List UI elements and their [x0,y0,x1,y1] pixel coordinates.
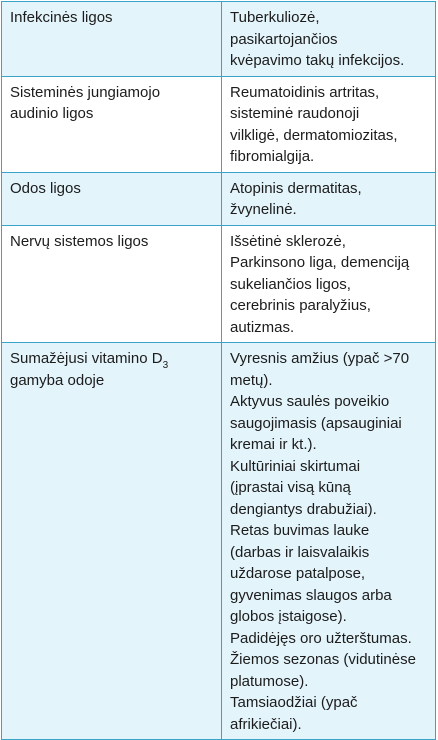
disease-cell [2,76,222,172]
table-row [2,76,436,172]
description-line: kvėpavimo takų infekcijos. [230,52,405,69]
description-cell [222,172,436,225]
description-line: (įprastai visą kūną [230,479,351,496]
description-line: gyvenimas slaugos arba [230,586,392,604]
table-row [2,225,436,343]
description-cell [222,343,436,740]
description-line: žvynelinė. [230,201,297,218]
disease-cell [2,172,222,225]
description-line: fibromialgija. [230,148,315,165]
description-line: autizmas. [230,318,295,336]
description-line: uždarose patalpose, [230,565,366,582]
description-line: saugojimasis (apsauginiai [230,414,402,432]
description-cell [222,2,436,77]
description-line: dengiantys drabužiai). [230,500,377,518]
disease-label: Sisteminės jungiamojo [10,83,161,101]
description-line: Aktyvus saulės poveikio [230,393,390,410]
table-row [2,343,436,740]
disease-label: Nervų sistemos ligos [10,232,149,250]
disease-label-main: Sumažėjusi vitamino D [10,350,163,367]
disease-cell [2,2,222,77]
disease-label [10,348,215,370]
disease-cell [2,343,222,740]
description-line: Tuberkuliozė, [230,9,320,26]
description-line: pasikartojančios [230,30,338,48]
risk-factors-table [1,1,436,740]
description-line: Retas buvimas lauke [230,522,370,539]
description-line: Tamsiaodžiai (ypač [230,694,358,711]
description-line: Išsėtinė sklerozė, [230,232,346,250]
description-line: Vyresnis amžius (ypač >70 [230,350,410,367]
subscript-3: 3 [162,360,169,371]
description-line: sukeliančios ligos, [230,275,351,293]
description-line: metų). [230,371,273,389]
table-row [2,172,436,225]
disease-label: audinio ligos [10,105,94,122]
description-line: sisteminė raudonoji [230,105,360,122]
description-line: Atopinis dermatitas, [230,179,362,197]
description-line: globos įstaigose). [230,608,347,625]
description-line: Kultūriniai skirtumai [230,457,361,475]
description-line: Parkinsono liga, demenciją [230,254,410,271]
description-line: Reumatoidinis artritas, [230,83,380,101]
description-line: afrikiečiai). [230,715,302,733]
description-cell [222,225,436,343]
disease-label: Odos ligos [10,179,81,197]
description-line: cerebrinis paralyžius, [230,297,371,314]
description-line: Žiemos sezonas (vidutinėse [230,651,416,668]
description-cell [222,76,436,172]
description-line: kremai ir kt.). [230,436,317,453]
description-line: (darbas ir laisvalaikis [230,543,370,561]
disease-cell [2,225,222,343]
description-line: platumose). [230,672,309,690]
disease-label: gamyba odoje [10,371,105,389]
description-line: vilkligė, dermatomiozitas, [230,126,398,144]
table-row [2,2,436,77]
description-line: Padidėjęs oro užterštumas. [230,629,412,647]
disease-label: Infekcinės ligos [10,9,113,26]
